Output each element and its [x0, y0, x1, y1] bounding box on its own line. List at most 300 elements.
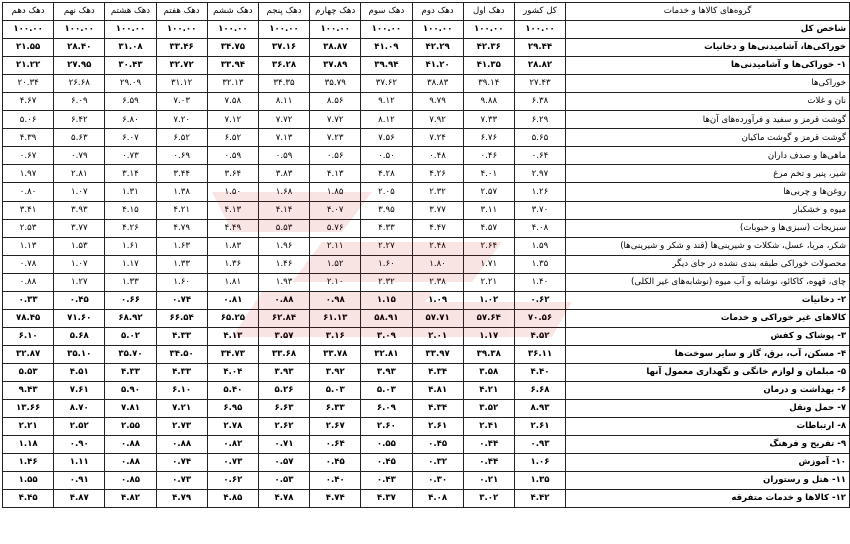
- row-label: ۹- تفریح و فرهنگ: [566, 436, 850, 454]
- row-label: خوراکی‌ها، آشامیدنی‌ها و دخانیات: [566, 39, 850, 57]
- table-cell: ۰.۹۸: [310, 291, 361, 309]
- table-cell: ۱.۸۰: [412, 255, 463, 273]
- table-cell: ۳۷.۸۹: [310, 57, 361, 75]
- table-cell: ۳۷.۶۲: [361, 75, 412, 93]
- column-header-4: دهک سوم: [361, 3, 412, 21]
- table-row: [3, 75, 850, 93]
- table-cell: ۳۳.۹۷: [412, 345, 463, 363]
- table-cell: ۰.۵۵: [361, 436, 412, 454]
- column-header-9: دهک هشتم: [105, 3, 156, 21]
- row-label: چای، قهوه، کاکائو، نوشابه و آب میوه (نوشابه‌های غیر الکلی): [566, 273, 850, 291]
- table-cell: ۱.۲۷: [54, 273, 105, 291]
- table-cell: ۶۲.۸۴: [258, 309, 309, 327]
- table-cell: ۶.۱۰: [3, 327, 54, 345]
- table-cell: ۱.۰۹: [412, 291, 463, 309]
- table-cell: ۰.۹۳: [514, 436, 565, 454]
- table-cell: ۵.۰۲: [105, 327, 156, 345]
- table-cell: ۶.۰۷: [105, 129, 156, 147]
- table-cell: ۴.۸۲: [105, 490, 156, 508]
- table-cell: ۰.۹۱: [54, 472, 105, 490]
- table-cell: ۴.۷۹: [156, 219, 207, 237]
- table-cell: ۱.۱۷: [463, 327, 514, 345]
- table-cell: ۸.۱۱: [258, 93, 309, 111]
- table-row: [3, 147, 850, 165]
- table-cell: ۲.۳۲: [361, 273, 412, 291]
- table-cell: ۴.۴۰: [514, 363, 565, 381]
- table-cell: ۷.۲۰: [156, 111, 207, 129]
- column-header-2: دهک اول: [463, 3, 514, 21]
- table-cell: ۴.۱۳: [310, 165, 361, 183]
- column-header-3: دهک دوم: [412, 3, 463, 21]
- table-cell: ۱.۱۷: [105, 255, 156, 273]
- table-cell: ۳.۵۸: [463, 363, 514, 381]
- column-header-8: دهک هفتم: [156, 3, 207, 21]
- table-cell: ۰.۴۴: [463, 436, 514, 454]
- table-cell: ۰.۵۹: [207, 147, 258, 165]
- table-cell: ۲.۴۸: [412, 237, 463, 255]
- table-cell: ۶.۶۳: [258, 400, 309, 418]
- table-header: [3, 3, 850, 21]
- row-label: ۶- بهداشت و درمان: [566, 381, 850, 399]
- table-cell: ۳۸.۸۳: [412, 75, 463, 93]
- table-cell: ۶۵.۲۵: [207, 309, 258, 327]
- table-cell: ۰.۸۵: [105, 472, 156, 490]
- table-row: [3, 454, 850, 472]
- table-cell: ۲.۳۲: [412, 183, 463, 201]
- row-label: ۸- ارتباطات: [566, 418, 850, 436]
- table-cell: ۲.۱۰: [310, 273, 361, 291]
- table-cell: ۱.۱۵: [361, 291, 412, 309]
- table-row: [3, 255, 850, 273]
- table-cell: ۱۰۰.۰۰: [361, 21, 412, 39]
- table-cell: ۱.۶۰: [361, 255, 412, 273]
- table-row: [3, 345, 850, 363]
- table-cell: ۴.۶۷: [3, 93, 54, 111]
- table-cell: ۱۰۰.۰۰: [156, 21, 207, 39]
- table-cell: ۸.۵۶: [310, 93, 361, 111]
- table-cell: ۰.۸۱: [207, 291, 258, 309]
- table-cell: ۲.۲۱: [463, 273, 514, 291]
- table-cell: ۲.۰۵: [361, 183, 412, 201]
- table-cell: ۴.۲۶: [412, 165, 463, 183]
- table-row: [3, 21, 850, 39]
- table-cell: ۵.۰۳: [361, 381, 412, 399]
- table-cell: ۲.۱۱: [310, 237, 361, 255]
- table-cell: ۰.۴۴: [463, 454, 514, 472]
- table-cell: ۱.۳۳: [105, 273, 156, 291]
- table-cell: ۳۵.۷۹: [310, 75, 361, 93]
- table-cell: ۷۱.۶۰: [54, 309, 105, 327]
- table-cell: ۴.۲۶: [105, 219, 156, 237]
- table-cell: ۰.۸۸: [3, 273, 54, 291]
- table-cell: ۳۴.۳۵: [258, 75, 309, 93]
- table-cell: ۱.۱۸: [3, 436, 54, 454]
- row-label: ۲- دخانیات: [566, 291, 850, 309]
- table-cell: ۴۱.۲۰: [412, 57, 463, 75]
- table-cell: ۵.۰۳: [310, 381, 361, 399]
- table-cell: ۱.۸۵: [310, 183, 361, 201]
- table-cell: ۳.۷۰: [514, 201, 565, 219]
- table-cell: ۲۱.۵۵: [3, 39, 54, 57]
- table-cell: ۲۹.۰۹: [105, 75, 156, 93]
- decile-weights-table: [2, 2, 850, 508]
- table-cell: ۱.۱۱: [54, 454, 105, 472]
- table-cell: ۰.۶۲: [514, 291, 565, 309]
- table-cell: ۰.۹۰: [54, 436, 105, 454]
- table-cell: ۰.۴۰: [310, 472, 361, 490]
- table-cell: ۵.۶۸: [54, 327, 105, 345]
- row-label: ۳- پوشاک و کفش: [566, 327, 850, 345]
- table-cell: ۰.۴۳: [361, 472, 412, 490]
- table-cell: ۲.۶۱: [514, 418, 565, 436]
- table-cell: ۷.۱۲: [207, 111, 258, 129]
- table-row: [3, 111, 850, 129]
- table-cell: ۷.۵۸: [207, 93, 258, 111]
- table-cell: ۳.۰۹: [361, 327, 412, 345]
- table-cell: ۱.۹۳: [258, 273, 309, 291]
- row-label: سبزیجات (سبزی‌ها و حبوبات): [566, 219, 850, 237]
- table-cell: ۲.۷۳: [156, 418, 207, 436]
- table-cell: ۱.۳۵: [514, 472, 565, 490]
- table-cell: ۶۱.۱۳: [310, 309, 361, 327]
- table-cell: ۵.۹۰: [105, 381, 156, 399]
- table-cell: ۲.۴۱: [463, 418, 514, 436]
- table-cell: ۳.۶۴: [207, 165, 258, 183]
- table-cell: ۷.۲۳: [310, 129, 361, 147]
- table-row: [3, 219, 850, 237]
- table-cell: ۴.۳۴: [412, 363, 463, 381]
- row-label: محصولات خوراکی طبقه بندی نشده در جای دیگر: [566, 255, 850, 273]
- table-cell: ۲.۲۷: [361, 237, 412, 255]
- table-row: [3, 490, 850, 508]
- table-cell: ۷.۲۱: [156, 400, 207, 418]
- table-row: [3, 309, 850, 327]
- row-label: شیر، پنیر و تخم مرغ: [566, 165, 850, 183]
- row-label: ۱- خوراکی‌ها و آشامیدنی‌ها: [566, 57, 850, 75]
- table-cell: ۳۴.۵۰: [156, 345, 207, 363]
- row-label: ۴- مسکن، آب، برق، گاز و سایر سوخت‌ها: [566, 345, 850, 363]
- table-cell: ۴.۲۱: [463, 381, 514, 399]
- row-label: ۱۱- هتل و رستوران: [566, 472, 850, 490]
- column-header-11: دهک دهم: [3, 3, 54, 21]
- table-cell: ۱۳.۶۶: [3, 400, 54, 418]
- table-cell: ۱۰۰.۰۰: [207, 21, 258, 39]
- table-cell: ۲۸.۴۰: [54, 39, 105, 57]
- table-cell: ۳۷.۱۶: [258, 39, 309, 57]
- table-cell: ۹.۷۹: [412, 93, 463, 111]
- table-cell: ۳۳.۶۸: [258, 345, 309, 363]
- table-cell: ۳.۱۴: [105, 165, 156, 183]
- table-cell: ۷۰.۵۶: [514, 309, 565, 327]
- table-cell: ۱.۱۳: [3, 237, 54, 255]
- table-cell: ۴.۱۵: [105, 201, 156, 219]
- table-cell: ۴.۷۸: [258, 490, 309, 508]
- table-cell: ۳.۴۴: [156, 165, 207, 183]
- table-cell: ۱.۶۱: [105, 237, 156, 255]
- table-cell: ۴.۰۴: [207, 363, 258, 381]
- table-cell: ۴.۴۹: [207, 219, 258, 237]
- table-cell: ۰.۸۰: [3, 183, 54, 201]
- table-cell: ۱.۹۷: [3, 165, 54, 183]
- table-cell: ۰.۴۶: [463, 147, 514, 165]
- table-cell: ۴.۰۸: [412, 490, 463, 508]
- table-cell: ۳۲.۱۳: [207, 75, 258, 93]
- table-cell: ۱.۶۰: [156, 273, 207, 291]
- table-cell: ۳۲.۸۷: [3, 345, 54, 363]
- header-row: [3, 3, 850, 21]
- table-cell: ۲.۰۱: [412, 327, 463, 345]
- table-cell: ۰.۶۴: [514, 147, 565, 165]
- table-cell: ۱.۸۳: [207, 237, 258, 255]
- table-cell: ۱۰۰.۰۰: [310, 21, 361, 39]
- table-cell: ۵.۵۳: [3, 363, 54, 381]
- table-cell: ۰.۵۷: [258, 454, 309, 472]
- table-cell: ۲.۵۳: [3, 219, 54, 237]
- table-row: [3, 165, 850, 183]
- table-cell: ۶۸.۹۲: [105, 309, 156, 327]
- table-cell: ۲.۵۷: [463, 183, 514, 201]
- table-cell: ۲۷.۹۵: [54, 57, 105, 75]
- table-cell: ۳۱.۰۸: [105, 39, 156, 57]
- row-label: ۱۰- آموزش: [566, 454, 850, 472]
- table-cell: ۴.۳۹: [3, 129, 54, 147]
- row-label: نان و غلات: [566, 93, 850, 111]
- table-cell: ۳۸.۸۷: [310, 39, 361, 57]
- table-cell: ۴.۳۳: [105, 363, 156, 381]
- table-cell: ۶.۹۵: [207, 400, 258, 418]
- table-cell: ۰.۷۳: [207, 454, 258, 472]
- table-cell: ۳۳.۷۸: [310, 345, 361, 363]
- table-cell: ۴.۲۸: [361, 165, 412, 183]
- table-cell: ۳.۹۳: [361, 363, 412, 381]
- table-cell: ۱.۳۸: [156, 183, 207, 201]
- row-label: ۵- مبلمان و لوازم خانگی و نگهداری معمول آنها: [566, 363, 850, 381]
- table-cell: ۱.۴۶: [258, 255, 309, 273]
- table-cell: ۱۰۰.۰۰: [54, 21, 105, 39]
- table-cell: ۷.۰۳: [156, 93, 207, 111]
- table-cell: ۰.۴۵: [361, 454, 412, 472]
- table-row: [3, 418, 850, 436]
- table-cell: ۳۴.۷۳: [207, 345, 258, 363]
- row-label: شاخص کل: [566, 21, 850, 39]
- row-label: ۷- حمل ونقل: [566, 400, 850, 418]
- table-row: [3, 129, 850, 147]
- table-row: [3, 291, 850, 309]
- table-cell: ۱.۰۶: [514, 454, 565, 472]
- table-cell: ۱.۰۷: [54, 255, 105, 273]
- row-label: شکر، مربا، عسل، شکلات و شیرینی‌ها (قند و شکر و شیرینی‌ها): [566, 237, 850, 255]
- table-cell: ۴.۱۳: [207, 327, 258, 345]
- table-cell: ۰.۷۸: [3, 255, 54, 273]
- table-cell: ۴.۵۲: [514, 327, 565, 345]
- table-cell: ۱.۰۲: [463, 291, 514, 309]
- table-row: [3, 436, 850, 454]
- table-cell: ۲۱.۲۲: [3, 57, 54, 75]
- table-cell: ۳۵.۷۰: [105, 345, 156, 363]
- table-cell: ۰.۴۵: [54, 291, 105, 309]
- table-cell: ۸.۷۰: [54, 400, 105, 418]
- table-cell: ۳۵.۱۰: [54, 345, 105, 363]
- table-row: [3, 472, 850, 490]
- table-cell: ۵.۰۶: [3, 111, 54, 129]
- table-cell: ۱۰۰.۰۰: [412, 21, 463, 39]
- table-cell: ۰.۷۳: [105, 147, 156, 165]
- table-cell: ۴.۴۷: [412, 219, 463, 237]
- table-cell: ۷۸.۴۵: [3, 309, 54, 327]
- table-row: [3, 57, 850, 75]
- table-cell: ۵.۴۰: [207, 381, 258, 399]
- table-cell: ۶.۵۹: [105, 93, 156, 111]
- table-cell: ۰.۷۳: [156, 472, 207, 490]
- table-cell: ۴.۲۱: [156, 201, 207, 219]
- table-cell: ۰.۵۹: [258, 147, 309, 165]
- table-cell: ۱.۲۶: [514, 183, 565, 201]
- table-cell: ۰.۲۱: [463, 472, 514, 490]
- table-cell: ۰.۸۸: [105, 436, 156, 454]
- table-cell: ۰.۸۸: [156, 436, 207, 454]
- table-cell: ۲.۵۲: [54, 418, 105, 436]
- table-body: [3, 21, 850, 508]
- table-cell: ۱.۷۱: [463, 255, 514, 273]
- table-cell: ۱.۳۵: [514, 255, 565, 273]
- table-cell: ۴.۰۸: [514, 219, 565, 237]
- table-cell: ۰.۶۶: [105, 291, 156, 309]
- table-row: [3, 237, 850, 255]
- table-cell: ۳۱.۱۲: [156, 75, 207, 93]
- table-cell: ۶.۵۲: [207, 129, 258, 147]
- table-cell: ۳۹.۳۸: [463, 345, 514, 363]
- table-cell: ۵.۶۳: [54, 129, 105, 147]
- table-cell: ۰.۵۰: [361, 147, 412, 165]
- table-cell: ۴.۱۳: [207, 201, 258, 219]
- column-header-10: دهک نهم: [54, 3, 105, 21]
- table-cell: ۰.۳۳: [3, 291, 54, 309]
- table-cell: ۲.۶۴: [463, 237, 514, 255]
- table-cell: ۰.۴۵: [412, 436, 463, 454]
- table-cell: ۳.۹۵: [361, 201, 412, 219]
- table-cell: ۰.۸۸: [258, 291, 309, 309]
- table-cell: ۴.۳۴: [412, 400, 463, 418]
- table-cell: ۲۶.۶۸: [54, 75, 105, 93]
- column-header-1: کل کشور: [514, 3, 565, 21]
- table-cell: ۷.۷۲: [258, 111, 309, 129]
- row-label: ماهی‌ها و صدف داران: [566, 147, 850, 165]
- table-cell: ۱.۶۳: [156, 237, 207, 255]
- table-cell: ۳.۹۳: [258, 363, 309, 381]
- table-cell: ۴.۸۵: [207, 490, 258, 508]
- table-cell: ۳۳.۹۴: [207, 57, 258, 75]
- row-label: گوشت قرمز و گوشت ماکیان: [566, 129, 850, 147]
- table-cell: ۴۱.۰۹: [361, 39, 412, 57]
- table-cell: ۴.۴۵: [3, 490, 54, 508]
- table-cell: ۳.۱۱: [463, 201, 514, 219]
- row-label: خوراکی‌ها: [566, 75, 850, 93]
- table-cell: ۹.۴۳: [3, 381, 54, 399]
- table-cell: ۱.۵۳: [54, 237, 105, 255]
- table-cell: ۴.۱۴: [258, 201, 309, 219]
- table-cell: ۷.۱۳: [258, 129, 309, 147]
- table-cell: ۵.۵۳: [258, 219, 309, 237]
- table-cell: ۱.۳۳: [156, 255, 207, 273]
- table-cell: ۳۶.۱۱: [514, 345, 565, 363]
- table-row: [3, 93, 850, 111]
- table-cell: ۳.۹۳: [54, 201, 105, 219]
- table-cell: ۳۴.۷۵: [207, 39, 258, 57]
- row-label: روغن‌ها و چربی‌ها: [566, 183, 850, 201]
- table-cell: ۲.۶۷: [310, 418, 361, 436]
- table-cell: ۷.۳۳: [463, 111, 514, 129]
- table-cell: ۴.۸۷: [54, 490, 105, 508]
- table-cell: ۰.۴۵: [310, 454, 361, 472]
- table-row: [3, 327, 850, 345]
- table-cell: ۶.۵۲: [156, 129, 207, 147]
- table-cell: ۱.۶۸: [258, 183, 309, 201]
- table-cell: ۶.۳۳: [310, 400, 361, 418]
- table-cell: ۳۲.۷۲: [156, 57, 207, 75]
- table-cell: ۸.۹۳: [514, 400, 565, 418]
- table-cell: ۰.۷۱: [258, 436, 309, 454]
- table-cell: ۰.۶۲: [207, 472, 258, 490]
- table-cell: ۵.۲۶: [258, 381, 309, 399]
- table-cell: ۰.۶۴: [310, 436, 361, 454]
- table-cell: ۱.۹۶: [258, 237, 309, 255]
- table-cell: ۲.۶۱: [412, 418, 463, 436]
- table-cell: ۵.۷۶: [310, 219, 361, 237]
- table-cell: ۲.۵۵: [105, 418, 156, 436]
- table-cell: ۷.۶۱: [54, 381, 105, 399]
- table-row: [3, 201, 850, 219]
- table-cell: ۶.۴۲: [54, 111, 105, 129]
- table-cell: ۴۲.۲۹: [412, 39, 463, 57]
- table-cell: ۴.۳۳: [361, 219, 412, 237]
- table-cell: ۱.۵۵: [3, 472, 54, 490]
- table-row: [3, 363, 850, 381]
- table-cell: ۳۶.۲۸: [258, 57, 309, 75]
- table-cell: ۲۰.۳۴: [3, 75, 54, 93]
- column-header-6: دهک پنجم: [258, 3, 309, 21]
- table-cell: ۰.۵۶: [310, 147, 361, 165]
- table-cell: ۰.۳۲: [412, 454, 463, 472]
- table-cell: ۳.۴۱: [3, 201, 54, 219]
- table-cell: ۴.۳۳: [156, 363, 207, 381]
- table-cell: ۵۷.۷۱: [412, 309, 463, 327]
- table-cell: ۱۰۰.۰۰: [514, 21, 565, 39]
- table-cell: ۴.۵۷: [463, 219, 514, 237]
- table-cell: ۴۱.۳۵: [463, 57, 514, 75]
- table-cell: ۶۶.۵۴: [156, 309, 207, 327]
- table-cell: ۱.۴۰: [514, 273, 565, 291]
- table-cell: ۳.۱۶: [310, 327, 361, 345]
- table-cell: ۶.۸۰: [105, 111, 156, 129]
- table-cell: ۱۰۰.۰۰: [3, 21, 54, 39]
- table-cell: ۴.۴۲: [514, 490, 565, 508]
- table-row: [3, 183, 850, 201]
- table-cell: ۳.۷۷: [412, 201, 463, 219]
- table-cell: ۹.۱۲: [361, 93, 412, 111]
- table-cell: ۰.۸۸: [105, 454, 156, 472]
- table-cell: ۵۷.۶۴: [463, 309, 514, 327]
- table-cell: ۲۹.۴۴: [514, 39, 565, 57]
- table-cell: ۰.۴۸: [412, 147, 463, 165]
- table-row: [3, 381, 850, 399]
- table-cell: ۰.۶۷: [3, 147, 54, 165]
- table-cell: ۱.۵۲: [310, 255, 361, 273]
- table-cell: ۲.۷۸: [207, 418, 258, 436]
- table-cell: ۶.۶۸: [514, 381, 565, 399]
- table-cell: ۰.۷۹: [54, 147, 105, 165]
- table-cell: ۱.۳۱: [105, 183, 156, 201]
- table-cell: ۱.۵۹: [514, 237, 565, 255]
